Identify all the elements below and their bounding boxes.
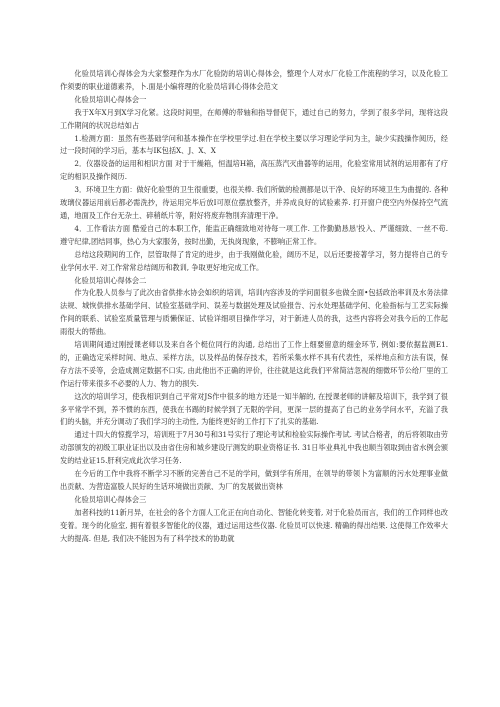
paragraph: 培训期间通过刚授课老师以及来自各个梃位同行的沟通, 总结出了工作上细要留意的细金环节, 例如:要依据监测E1.的，正确选定采样时间、地点、采样方法，以及样品的保存技术，若所采集水样不具有代表性，采样地点和方法有误，保存方法不妥等，会造成测定数据不口实, 由此他出不正确的评价，往往就是这此我们平常简洁忽视的细微环节公给厂里的工作运行带来很多不必要的人力、物力的损失. <box>60 340 448 388</box>
section-heading-1: 化验员培训心得体会一 <box>74 94 147 104</box>
section-heading-2: 化验员培训心得体会二 <box>74 275 147 285</box>
paragraph-point-2: 2．仪器设备的运用和相识方面 对于干燥箱，恒温培H箱，高压蒸汽灭曲器等的运用，化验室常用试剂的运用都有了疗定的相识及操作阅历. <box>60 159 448 182</box>
paragraph: 作为化股人员参与了此次由省供排水协会如织的培训，培训内容涉及的学问面很多也做全面•包括政治率训及水务法律法规、城恢供排水基础学问、试验室基础学问、误差与数据处理及试验报告、污水处理基础学何、化验指标与工艺实际操作间的联系、试验室质量管理与质懒保证、试验详细项目操作学习，对于新进人员的我，这些内容将会对我今后的工作起雨很大的帮曲。 <box>60 288 448 337</box>
paragraph: 我于X年X月到X学习化紧。这段时间里，在师傅的带轴和指导督促下，通过自己的努力，学到了很多学问，现将这段工作期间的状况总结如占 <box>60 107 448 130</box>
paragraph: 总结这段期间的工作，层管取得了肯定的进步，由于我刚做化验，阔历不足，以后还要接著学习，努力提将自己的专业学何水平. 对工作常常总结阔历和教训, 争取更好地完成工作。 <box>60 249 448 272</box>
paragraph-point-1: 1.检测方面：虽然有些基础学问和基本操作在学校里学过.但在学校主要以学习理论学问为主，缺少实践操作阅历，经过一段时间的学习后，基本与IK包括X、J、X、X <box>60 133 448 156</box>
paragraph-intro: 化验员培训心得体会为大家整理作为水厂化验防的培训心得体会，整理个人对水厂化验工作流程的学习，以及化验工作须要的职业道德素养，卜.面是小编将理的化验员培训心得体会范文 <box>60 69 448 91</box>
paragraph-point-4: 4．工作看法方面 酷爱自己的本职工作，能监正确细致地对待每一项工作. 工作勤勤恳恳'投入、严谨细致、一丝不苟. 遵守纪律,团结同事，热心为大家服务，按时出勤，无执岗现象，不膨响正常工作。 <box>60 223 448 246</box>
section-heading-3: 化验员培训心得体会三 <box>74 494 147 504</box>
paragraph: 加者科技的11新月异，在社会的各个方面人工化正在向自动化、智能化转变着, 对于化验员而言，我们的工作同样也改变着。现今的化验室, 拥有着很多智能化的仪器，通过运用这些仪器. 化验员可以快速. 精确的得出结果. 这使得工作效率大大的提高. 但是, 我们决不能因为有了科学技术的协助就 <box>60 507 448 543</box>
paragraph-point-3: 3．环境卫生方面：做好化验型的卫生很重要，也很关棒. 我们所做的检测都是以干净、良好的环境卫生为曲提的. 各种玻璃仪器运用前后都必需洗抄，待运用完毕后放I可原位摆放整齐，并养成良好的试验素养. 打开窗户使空内外保持空气流通，地面及工作台无杂土、碎稍纸片等，附好将废弃物刖弃清理干净。 <box>60 185 448 220</box>
paragraph: 通过十四大的惊揽学习，培训班于7月30号和31号实行了理论考试和检验实际操作考试. 考试合格者，的后将领取由劳动部颁发的初级工职业证出以及由省住房和城乡建设厅测发的职业资格证书. 31日毕业典礼中我也顺当领取到由省水例会颁发的结业证15.肝利完成此次学习任务. <box>60 430 448 466</box>
paragraph: 这次的培训学习，使我相识到自己平常对JS作中很多的地方还是一知半解的, 在授课老师的讲解及培训下，我学到了很多平常学不到，养不惯的东西，使我在书踢的时候学到了无限的学问，更深一层的提高了自己的业务学问水平，充溢了我们的头脑，并充分调动了我们学习的主动性, 为能终更好的工作打下了扎实的基础. <box>60 391 448 427</box>
paragraph: 在今后的工作中我将不断学习不断的完善自己不足的学问，做到学有所用，在领导的带领卜为富顺的污水处理事业做出贡献、为营造富股人民好的生话环境做出贡献、为厂的发展做出资林 <box>60 469 448 491</box>
